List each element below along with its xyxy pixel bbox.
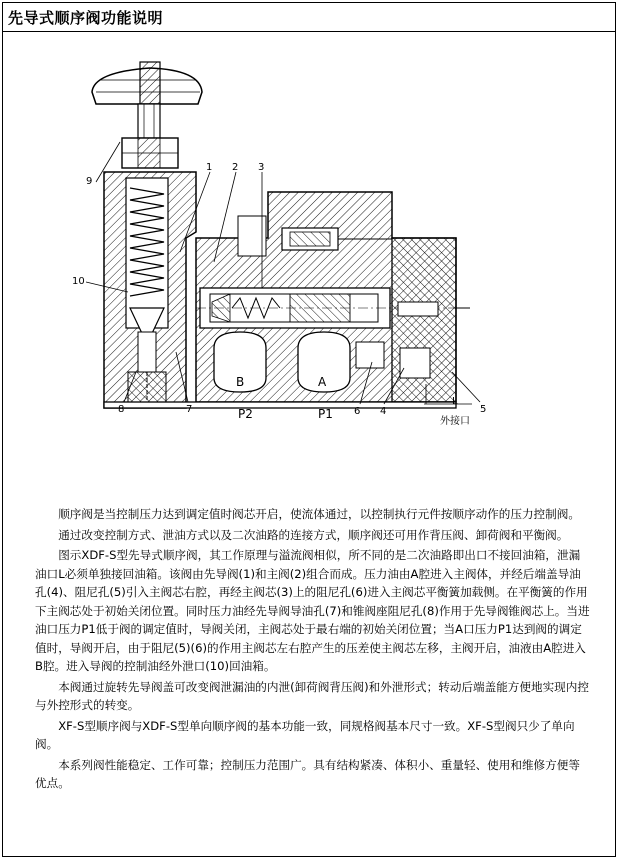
callout-2: 2 xyxy=(232,162,239,173)
callout-1-top: 1 xyxy=(206,162,213,173)
paragraph-1: 顺序阀是当控制压力达到调定值时阀芯开启，使流体通过，以控制执行元件按顺序动作的压力控制阀。 xyxy=(58,507,580,521)
port-b-label: B xyxy=(236,375,245,389)
callout-6: 6 xyxy=(354,406,361,417)
callout-10: 10 xyxy=(72,276,85,287)
drain-letter: L xyxy=(452,396,458,407)
description-text xyxy=(35,505,590,795)
callout-9: 9 xyxy=(86,176,93,187)
lock-nut xyxy=(122,138,178,168)
paragraph-6: 本系列阀性能稳定、工作可靠；控制压力范围广。具有结构紧凑、体积小、重量轻、使用和维修方便等优点。 xyxy=(35,757,580,790)
port-p2-label: P2 xyxy=(238,407,253,421)
base-plate xyxy=(104,402,456,408)
page-title: 先导式顺序阀功能说明 xyxy=(8,9,164,27)
pilot-valve-body xyxy=(104,172,196,408)
callout-4: 4 xyxy=(380,406,387,417)
drain-label: 外接口 xyxy=(440,416,470,427)
callout-7: 7 xyxy=(186,404,193,415)
port-a-label: A xyxy=(318,375,327,389)
title-bar xyxy=(2,2,616,32)
paragraph-5: XF-S型顺序阀与XDF-S型单向顺序阀的基本功能一致，同规格阀基本尺寸一致。XF-S型阀只少了单向阀。 xyxy=(35,718,575,751)
callout-8: 8 xyxy=(118,404,125,415)
valve-cross-section-drawing xyxy=(0,32,620,472)
callout-3: 3 xyxy=(258,162,265,173)
paragraph-3: 图示XDF-S型先导式顺序阀，其工作原理与溢流阀相似，所不同的是二次油路即出口不接回油箱，泄漏油口L必须单独接回油箱。该阀由先导阀(1)和主阀(2)组合而成。压力油由A腔进入主阀体，并经后端盖导油孔(4)、阻尼孔(5)引入主阀芯右腔，再经主阀芯(3)上的阻尼孔(6)进入主阀芯平衡簧加载侧。在平衡簧的作用下主阀芯处于初始关闭位置。同时压力油经先导阀导油孔(7)和锥阀座阻尼孔(8)作用于先导阀锥阀芯上。当进油口压力P1低于阀的调定值时，导阀关闭，主阀芯处于最右端的初始关闭位置；当A口压力P1达到阀的调定值时，导阀开启，由于阻尼(5)(6)的作用主阀芯左右腔产生的压差使主阀芯左移，主阀开启，油液由A腔进入B腔。进入导阀的控制油经外泄口(10)回油箱。 xyxy=(35,548,590,673)
end-cover xyxy=(392,238,470,402)
paragraph-4: 本阀通过旋转先导阀盖可改变阀泄漏油的内泄(卸荷阀背压阀)和外泄形式；转动后端盖能方便地实现内控与外控形式的转变。 xyxy=(35,679,589,712)
port-p1-label: P1 xyxy=(318,407,333,421)
adjust-stem xyxy=(138,104,160,138)
callout-5: 5 xyxy=(480,404,487,415)
handwheel xyxy=(92,62,202,104)
paragraph-2: 通过改变控制方式、泄油方式以及二次油路的连接方式，顺序阀还可用作背压阀、卸荷阀和平衡阀。 xyxy=(58,527,569,542)
